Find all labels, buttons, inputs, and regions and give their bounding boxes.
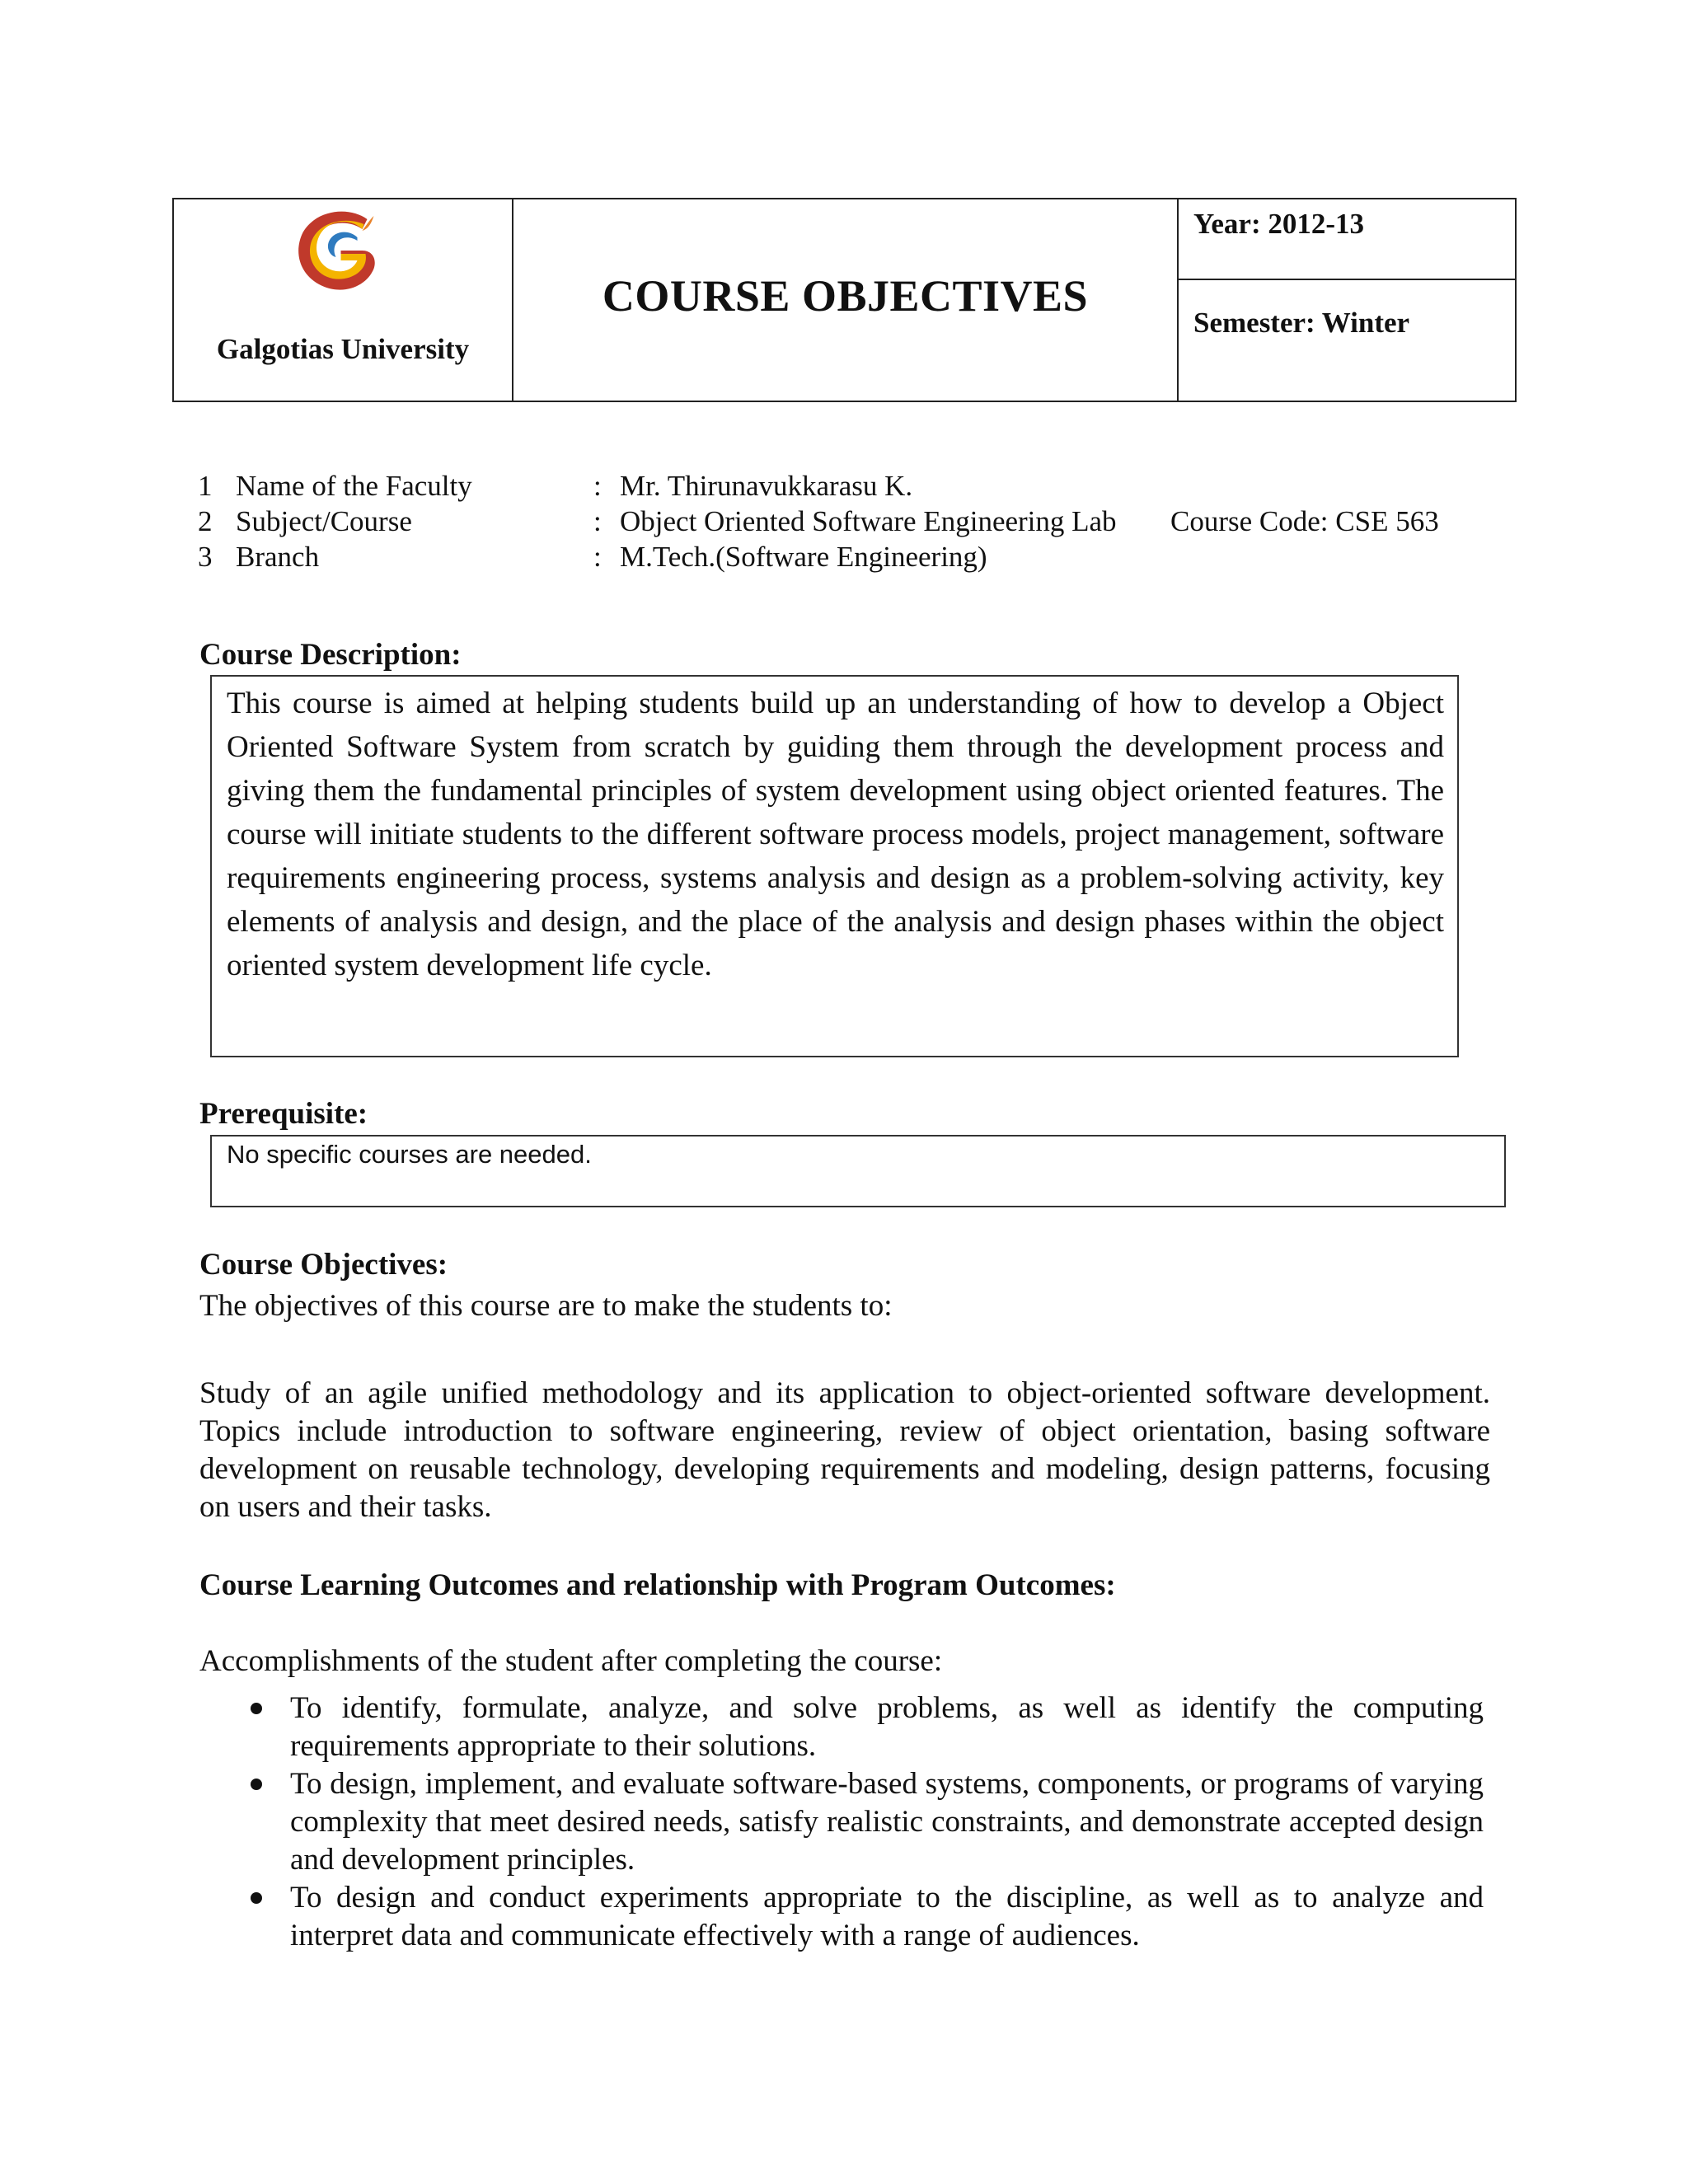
objectives-heading: Course Objectives: — [199, 1248, 448, 1282]
bullet-icon — [251, 1779, 262, 1790]
info-label: Name of the Faculty — [236, 470, 472, 502]
info-number: 1 — [198, 470, 213, 502]
faculty-name: Mr. Thirunavukkarasu K. — [620, 470, 913, 502]
info-colon: : — [593, 541, 602, 573]
outcome-text: To design and conduct experiments appropriate to the discipline, as well as to analyze and interpret data and communicate effectively with a range of audiences. — [290, 1881, 1484, 1952]
description-heading: Course Description: — [199, 638, 462, 672]
logo-cell — [174, 199, 513, 401]
bullet-icon — [251, 1703, 262, 1714]
info-number: 3 — [198, 541, 213, 573]
outcome-text: To identify, formulate, analyze, and solve problems, as well as identify the computing requirements appropriate to their solutions. — [290, 1691, 1484, 1763]
subject-name: Object Oriented Software Engineering Lab — [620, 505, 1117, 537]
list-item — [247, 1879, 1484, 1955]
header-table — [172, 198, 1517, 402]
info-number: 2 — [198, 505, 213, 537]
outcomes-intro: Accomplishments of the student after completing the course: — [199, 1644, 943, 1678]
list-item — [247, 1765, 1484, 1879]
title-cell — [513, 199, 1179, 401]
meta-cell — [1179, 199, 1515, 401]
prerequisite-box: No specific courses are needed. — [210, 1135, 1506, 1207]
info-label: Subject/Course — [236, 505, 412, 537]
course-code: Course Code: CSE 563 — [1170, 505, 1439, 537]
info-colon: : — [593, 505, 602, 537]
objectives-intro: The objectives of this course are to make the students to: — [199, 1289, 893, 1323]
list-item — [247, 1690, 1484, 1765]
bullet-icon — [251, 1892, 262, 1904]
outcomes-heading: Course Learning Outcomes and relationship with Program Outcomes: — [199, 1568, 1116, 1602]
university-logo-icon — [289, 204, 392, 295]
university-name: Galgotias University — [216, 333, 470, 365]
info-label: Branch — [236, 541, 320, 573]
semester: Semester: Winter — [1193, 307, 1410, 339]
prerequisite-heading: Prerequisite: — [199, 1097, 368, 1131]
objectives-paragraph: Study of an agile unified methodology and its application to object-oriented software development. Topics include introduction to software engineering, review of object orientation, basing software development on reusable technology, developing requirements and modeling, design patterns, focusing on users and their tasks. — [199, 1376, 1490, 1524]
branch-name: M.Tech.(Software Engineering) — [620, 541, 987, 573]
document-title: COURSE OBJECTIVES — [602, 271, 1089, 321]
academic-year: Year: 2012-13 — [1179, 199, 1515, 280]
outcome-text: To design, implement, and evaluate software-based systems, components, or programs of varying complexity that meet desired needs, satisfy realistic constraints, and demonstrate accepted design and development principles. — [290, 1767, 1484, 1877]
outcomes-list — [247, 1690, 1484, 1955]
description-box: This course is aimed at helping students build up an understanding of how to develop a Object Oriented Software System from scratch by guiding them through the development process and giving them the fundamental principles of system development using object oriented features. The course will initiate students to the different software process models, project management, software requirements engineering process, systems analysis and design as a problem-solving activity, key elements of analysis and design, and the place of the analysis and design phases within the object oriented system development life cycle. — [210, 675, 1459, 1057]
info-colon: : — [593, 470, 602, 502]
